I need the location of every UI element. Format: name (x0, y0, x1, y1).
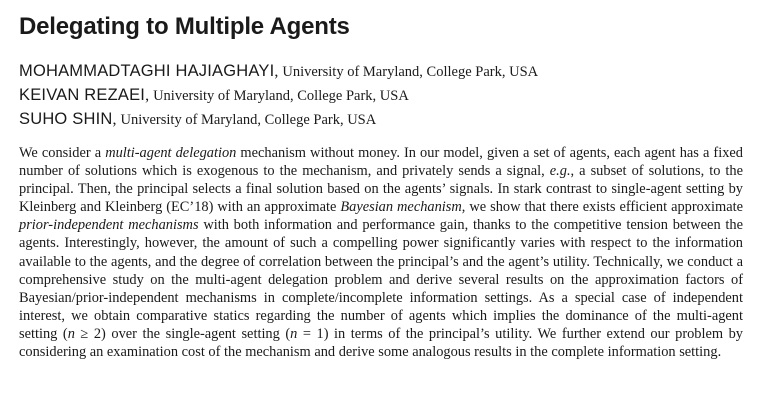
abstract-text: We consider a (19, 145, 106, 161)
paper-page (19, 10, 743, 361)
author-separator: , (274, 63, 283, 80)
author-affiliation: University of Maryland, College Park, USA (282, 64, 539, 80)
abstract-text: with both information and performance gain, thanks to the competitive tension between the agents. Interestingly, however, the amount of such a compelling power significantly varies with respect to the information available to the agents, and the degree of correlation between the principal’s and the agent’s utility. Technically, we conduct a comprehensive study on the multi-agent delegation problem and derive several results on the approximation factors of Bayesian/prior-independent mechanisms in complete/incomplete information settings. As a special case of independent interest, we obtain comparative statics regarding the number of agents which implies the dominance of the multi-agent setting ( (19, 217, 743, 342)
author-name: SUHO SHIN (19, 110, 113, 128)
abstract-emphasis: multi-agent delegation (105, 145, 237, 161)
abstract-emphasis: Bayesian mechanism (340, 199, 462, 216)
math-variable: n (290, 325, 298, 342)
abstract-text: , we show that there exists efficient approximate (461, 199, 744, 216)
abstract-text: ≥ 2) over the single-agent setting ( (74, 325, 291, 342)
paper-title: Delegating to Multiple Agents (19, 13, 350, 40)
author-separator: , (112, 111, 121, 128)
math-variable: n (67, 325, 75, 342)
author-entry (19, 84, 743, 108)
author-name: MOHAMMADTAGHI HAJIAGHAYI (19, 62, 275, 80)
abstract-emphasis: prior-independent mechanisms (19, 217, 199, 234)
abstract (19, 144, 743, 361)
author-name: KEIVAN REZAEI (19, 86, 146, 104)
abstract-emphasis: e.g. (549, 163, 571, 180)
author-entry (19, 108, 743, 132)
abstract-text: , a subset of solutions, to the principal. Then, the principal selects a final solution based on the agents’ signals. In stark contrast to single-agent setting by Kleinberg and Kleinberg (EC’18) with an approximate (19, 163, 743, 216)
author-list (19, 60, 743, 132)
author-separator: , (145, 87, 154, 104)
abstract-text: = 1) in terms of the principal’s utility. We further extend our problem by considering an examination cost of the mechanism and derive some analogous results in the complete information setting. (19, 325, 744, 361)
author-affiliation: University of Maryland, College Park, USA (153, 88, 409, 104)
author-entry (19, 60, 743, 84)
abstract-text: mechanism without money. In our model, given a set of agents, each agent has a fixed number of solutions which is exogenous to the mechanism, and privately sends a signal, (19, 145, 743, 180)
author-affiliation: University of Maryland, College Park, USA (120, 112, 377, 128)
